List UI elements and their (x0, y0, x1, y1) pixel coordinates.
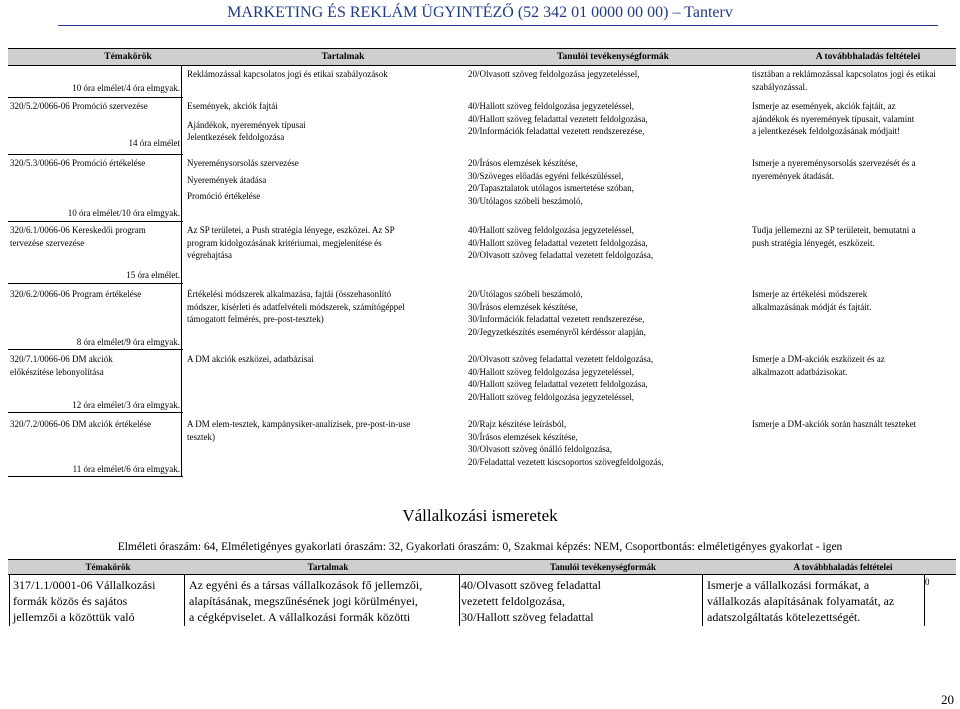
table1-row-topic: 10 óra elmélet/4 óra elmgyak. (72, 83, 180, 93)
content-line: támogatott felmérés, pre-post-tesztek) (187, 314, 324, 324)
content-line: módszer, kísérleti és adatfelvételi módszerek, számítógéppel (187, 301, 405, 312)
activity-line: 20/Hallott szöveg feldolgozása jegyzeteléssel, (468, 391, 634, 402)
table1-row-divider (8, 412, 183, 413)
content-line: Események, akciók fajtái (187, 101, 278, 111)
table2-col-divider (9, 574, 10, 626)
table2-marker: 0 (925, 577, 930, 587)
title-underline (58, 25, 938, 26)
condition-line: vállalkozás alapításának folyamatát, az (707, 594, 895, 608)
table1-row-topic (10, 224, 182, 249)
table1-row-divider (8, 221, 183, 222)
condition-line: Ismerje a DM-akciók eszközeit és az (752, 354, 885, 364)
header-tevekenyseg: Tanulói tevékenységformák (550, 562, 656, 572)
activity-line: 40/Hallott szöveg feldolgozása jegyzeteléssel, (468, 366, 634, 377)
condition-line: a jelentkezések feldolgozásának módjait! (752, 126, 901, 136)
hours-summary: Elméleti óraszám: 64, Elméletigényes gyakorlati óraszám: 32, Gyakorlati óraszám: 0, Szakmai képzés: NEM, Csoportbontás: elméletigényes gyakorlat - igen (117, 541, 843, 553)
table1-col-divider (181, 65, 182, 477)
activity-line: 40/Hallott szöveg feladattal vezetett feldolgozása, (468, 113, 648, 124)
content-line: Nyereménysorsolás szervezése (187, 158, 299, 168)
table1-row-topic: 320/5.2/0066-06 Promóció szervezése (10, 101, 148, 111)
activity-line: 20/Feladattal vezetett kiscsoportos szövegfeldolgozás, (468, 456, 664, 467)
header-feltetelek: A továbbhaladás feltételei (793, 562, 893, 572)
content-line: Jelentkezések feldolgozása (187, 132, 285, 142)
table2-header-bottom (8, 574, 956, 575)
activity-line: 40/Hallott szöveg feladattal vezetett feldolgozása, (468, 237, 648, 248)
header-feltetelek: A továbbhaladás feltételei (815, 52, 921, 62)
content-line: A DM elem-tesztek, kampánysiker-analízisek, pre-post-in-use (187, 419, 411, 429)
activity-line: 30/Utólagos szóbeli beszámoló, (468, 195, 583, 206)
table1-row-condition (752, 100, 914, 138)
header-temakorok: Témakörök (104, 52, 152, 62)
table1-row-activity (468, 224, 653, 262)
table1-row-activity (468, 157, 634, 207)
topic-line: 317/1.1/0001-06 Vállalkozási (13, 578, 156, 592)
content-line: Az SP területei, a Push stratégia lényege, eszközei. Az SP (187, 225, 395, 235)
table2-col-divider (702, 574, 703, 626)
topic-line: 320/6.1/0066-06 Kereskedői program (10, 225, 146, 235)
table1-row-divider (8, 97, 183, 98)
table1-row-topic (10, 353, 182, 378)
table1-row-activity (468, 353, 653, 403)
activity-line: 20/Olvasott szöveg feladattal vezetett feldolgozása, (468, 354, 654, 364)
condition-line: nyeremények átadását. (752, 170, 834, 181)
table1-row-content (187, 100, 306, 144)
activity-line: 20/Jegyzetkészítés eseményről kérdéssor alapján, (468, 326, 646, 337)
table1-row-content (187, 418, 410, 443)
table1-row-condition: Ismerje a DM-akciók során használt teszteket (752, 419, 917, 429)
content-line: Értékelési módszerek alkalmazása, fajtái (összehasonlító (187, 289, 392, 299)
page-number: 20 (941, 692, 954, 707)
table2-col-divider (459, 574, 460, 626)
table1-row-hours: 10 óra elmélet/10 óra elmgyak. (67, 208, 180, 218)
topic-line: előkészítése lebonyolítása (10, 366, 104, 377)
table1-row-topic: 320/7.2/0066-06 DM akciók értékelése (10, 419, 151, 429)
table1-row-hours: 8 óra elmélet/9 óra elmgyak. (76, 337, 180, 347)
condition-line: alkalmazásának módját és fajtáit. (752, 301, 872, 312)
table1-row-divider (8, 154, 183, 155)
table1-row-content: Reklámozással kapcsolatos jogi és etikai szabályozások (187, 69, 388, 79)
activity-line: 40/Hallott szöveg feldolgozása jegyzeteléssel, (468, 101, 634, 111)
activity-line: 20/Olvasott szöveg feladattal vezetett feldolgozása, (468, 250, 654, 260)
topic-line: tervezése szervezése (10, 237, 85, 248)
activity-line: 30/Információk feladattal vezetett rendszerezése, (468, 314, 645, 324)
activity-line: 20/Tapasztalatok utólagos ismertetése szóban, (468, 183, 634, 193)
table1-row-topic: 320/5.3/0066-06 Promóció értékelése (10, 158, 146, 168)
table1-row-hours: 11 óra elmélet/6 óra elmgyak. (72, 464, 180, 474)
table2-row-content (189, 577, 422, 625)
table1-row-hours: 14 óra elmélet (128, 138, 180, 148)
content-line: tesztek) (187, 431, 215, 442)
page-title: MARKETING ÉS REKLÁM ÜGYINTÉZŐ (52 342 01 0000 00 00) – Tanterv (227, 4, 733, 21)
table1-row-topic: 320/6.2/0066-06 Program értékelése (10, 289, 142, 299)
activity-line: 20/Írásos elemzések készítése, (468, 158, 578, 168)
table1-row-condition (752, 157, 916, 182)
table1-row-activity (468, 288, 646, 338)
content-line: program kidolgozásának kritériumai, megjelenítése és (187, 237, 382, 248)
table1-row-content (187, 288, 405, 326)
activity-line: 40/Olvasott szöveg feladattal (461, 578, 601, 592)
header-tevekenyseg: Tanulói tevékenységformák (557, 52, 669, 62)
content-line: Nyeremények átadása (187, 174, 267, 185)
topic-line: jellemzői a közöttük való (13, 610, 135, 624)
table1-row-content: A DM akciók eszközei, adatbázisai (187, 354, 314, 364)
content-line: a cégképviselet. A vállalkozási formák közötti (189, 610, 411, 624)
table1-row-content (187, 224, 395, 262)
condition-line: alkalmazott adatbázisokat. (752, 366, 848, 377)
topic-line: 320/7.1/0066-06 DM akciók (10, 354, 113, 364)
activity-line: 30/Szöveges előadás egyéni felkészüléssel, (468, 170, 624, 181)
activity-line: 30/Írásos elemzések készítése, (468, 301, 578, 312)
activity-line: 40/Hallott szöveg feldolgozása jegyzeteléssel, (468, 225, 634, 235)
table2-row-topic (13, 577, 155, 625)
condition-line: Ismerje a nyereménysorsolás szervezését és a (752, 158, 916, 168)
condition-line: Ismerje az értékelési módszerek (752, 289, 868, 299)
table2-header (8, 559, 956, 574)
section-title: Vállalkozási ismeretek (402, 506, 558, 525)
table2-row-activity (461, 577, 601, 625)
header-tartalmak: Tartalmak (321, 52, 365, 62)
table1-row-activity (468, 100, 648, 138)
activity-line: 20/Utólagos szóbeli beszámoló, (468, 289, 583, 299)
table2-col-divider (184, 574, 185, 626)
table1-row-divider (8, 349, 183, 350)
activity-line: 30/Hallott szöveg feladattal (461, 610, 594, 624)
activity-line: 40/Hallott szöveg feladattal vezetett feldolgozása, (468, 379, 648, 389)
condition-line: Ismerje az események, akciók fajtáit, az (752, 101, 896, 111)
table1-row-condition (752, 224, 916, 249)
header-temakorok: Témakörök (85, 562, 131, 572)
table1-row-activity: 20/Olvasott szöveg feldolgozása jegyzeteléssel, (468, 69, 640, 79)
condition-line: push stratégia lényegét, eszközeit. (752, 237, 875, 248)
table2-row-condition (707, 577, 894, 625)
table1-header (8, 48, 956, 66)
table1-row-condition: tisztában a reklámozással kapcsolatos jogi és etikai szabályozással. (752, 69, 936, 92)
table1-row-condition (752, 353, 885, 378)
table1-row-activity (468, 418, 663, 468)
activity-line: 30/Írásos elemzések készítése, (468, 431, 578, 442)
activity-line: 20/Rajz készítése leírásból, (468, 419, 567, 429)
table1-row-hours: 12 óra elmélet/3 óra elmgyak. (72, 400, 180, 410)
header-tartalmak: Tartalmak (307, 562, 349, 572)
table1-row-condition (752, 288, 871, 313)
table1-row-hours: 15 óra elmélet. (126, 270, 180, 280)
content-line: Ajándékok, nyeremények típusai (187, 119, 306, 130)
activity-line: vezetett feldolgozása, (461, 594, 565, 608)
content-line: Az egyéni és a társas vállalkozások fő jellemzői, (189, 578, 423, 592)
condition-line: adatszolgáltatás kötelezettségét. (707, 610, 861, 624)
content-line: Promóció értékelése (187, 191, 261, 201)
content-line: végrehajtása (187, 250, 232, 260)
table1-row-divider (8, 283, 183, 284)
table1-row-content (187, 157, 299, 203)
activity-line: 30/Olvasott szöveg önálló feldolgozása, (468, 444, 612, 454)
topic-line: formák közös és sajátos (13, 594, 128, 608)
content-line: alapításának, megszűnésének jogi körülményei, (189, 594, 418, 608)
condition-line: ajándékok és nyeremények típusait, valamint (752, 113, 915, 124)
condition-line: Ismerje a vállalkozási formákat, a (707, 578, 870, 592)
activity-line: 20/Információk feladattal vezetett rendszerezése, (468, 126, 645, 136)
condition-line: Tudja jellemezni az SP területeit, bemutatni a (752, 225, 916, 235)
table1-row-divider (8, 476, 183, 477)
